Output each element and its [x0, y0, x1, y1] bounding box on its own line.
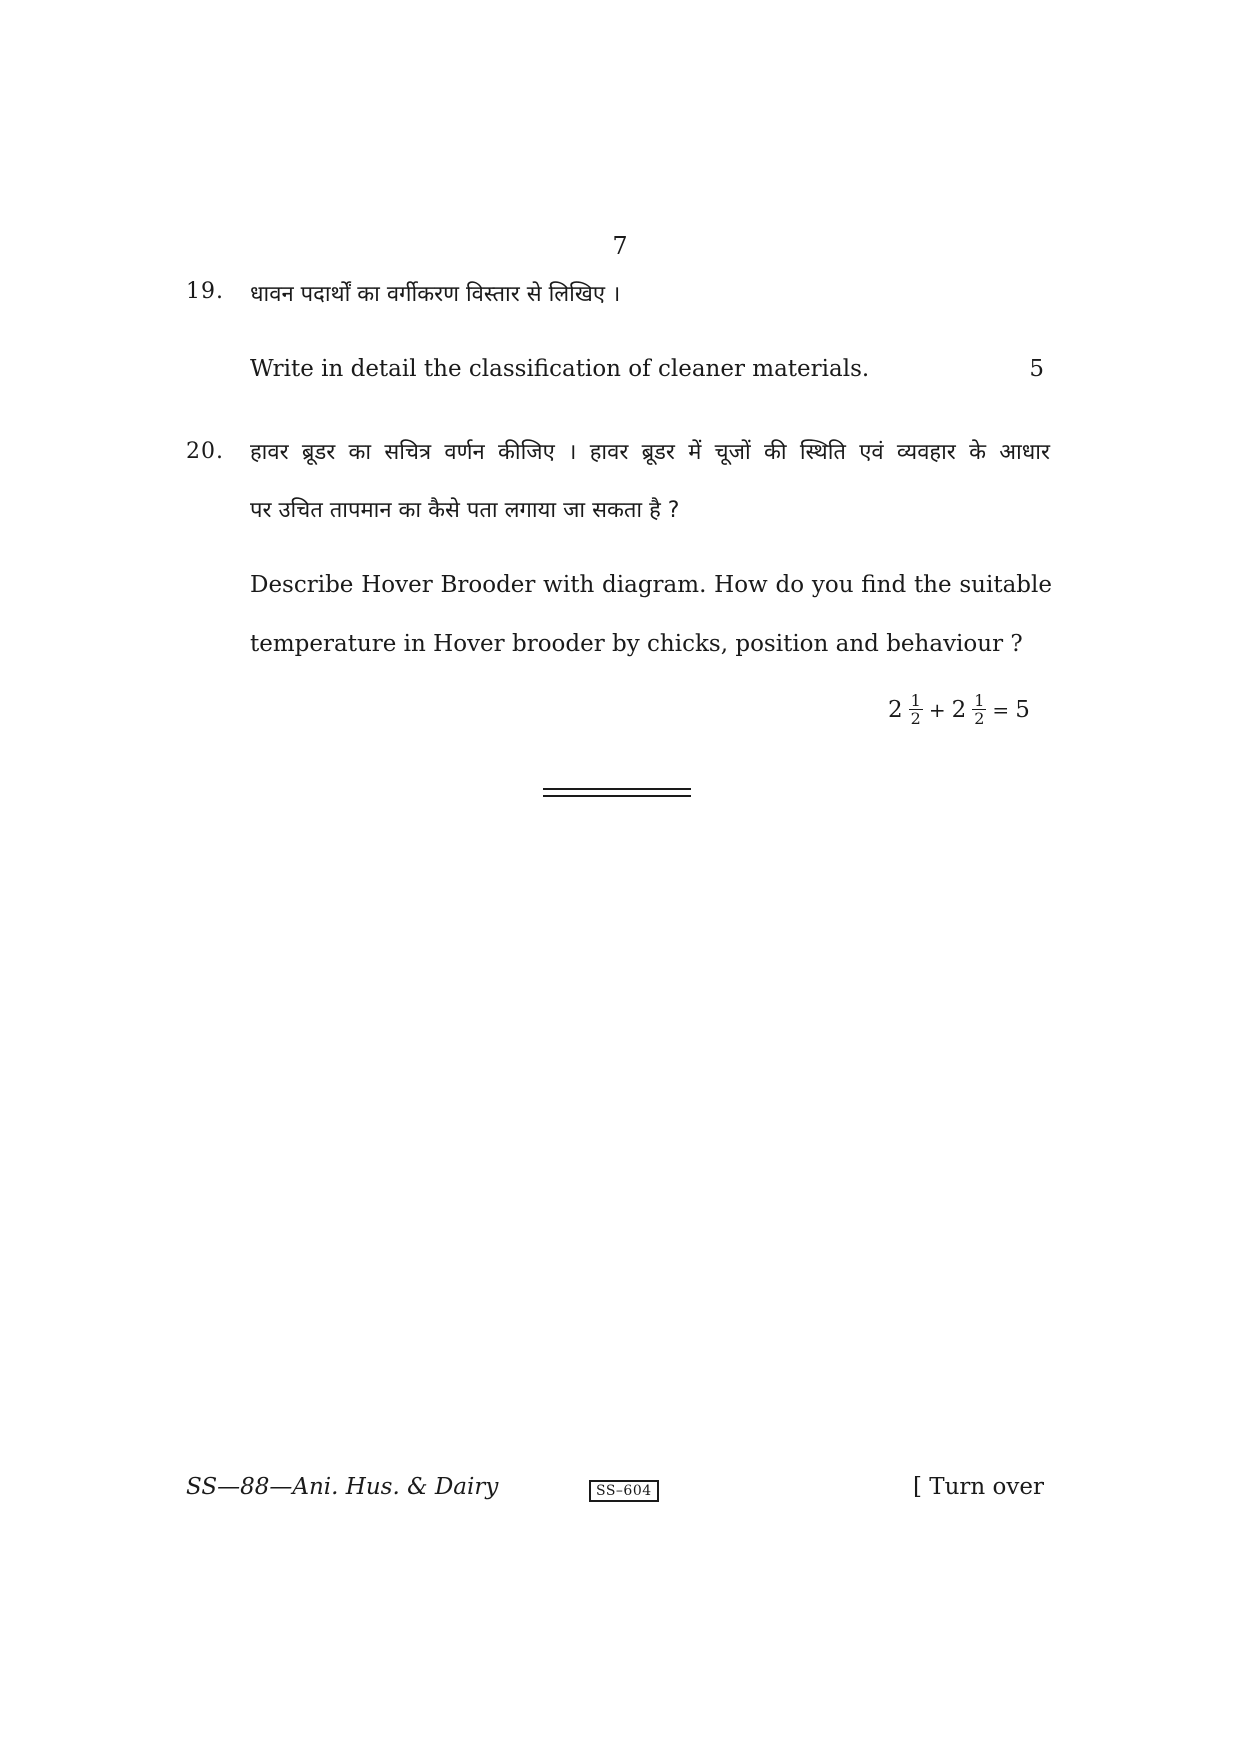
question-text-hindi: धावन पदार्थों का वर्गीकरण विस्तार से लिखिए ।	[250, 282, 621, 307]
fraction-numerator: 1	[974, 691, 985, 710]
page-number: 7	[612, 232, 628, 260]
fraction-denominator: 2	[910, 709, 921, 728]
equals-sign: =	[992, 697, 1010, 722]
question-number: 20.	[186, 439, 224, 464]
question-marks: 5	[1029, 356, 1044, 382]
question-text-hindi: हावर ब्रूडर का सचित्र वर्णन कीजिए । हावर ब्रूडर में चूजों की स्थिति एवं व्यवहार के आधार	[250, 440, 1050, 465]
question-number: 19.	[186, 279, 224, 304]
question-text-english: temperature in Hover brooder by chicks, position and behaviour ?	[250, 631, 1023, 657]
plus-sign: +	[928, 697, 946, 722]
fraction-denominator: 2	[974, 709, 985, 728]
marks-expression	[888, 692, 1030, 727]
fraction-numerator: 1	[910, 691, 921, 710]
footer-subject: SS—88—Ani. Hus. & Dairy	[186, 1474, 499, 1500]
marks-total: 5	[1015, 696, 1030, 723]
footer-paper-code: SS–604	[589, 1480, 659, 1502]
marks-whole: 2	[951, 696, 967, 723]
question-text-english: Describe Hover Brooder with diagram. How do you find the suitable	[250, 572, 1052, 598]
marks-fraction	[909, 692, 923, 727]
marks-fraction	[972, 692, 986, 727]
question-text-english: Write in detail the classification of cleaner materials.	[250, 356, 870, 382]
marks-whole: 2	[888, 696, 903, 723]
end-of-paper-rule	[543, 788, 691, 797]
footer-turn-over: [ Turn over	[912, 1474, 1044, 1500]
question-text-hindi: पर उचित तापमान का कैसे पता लगाया जा सकता है ?	[250, 498, 680, 523]
